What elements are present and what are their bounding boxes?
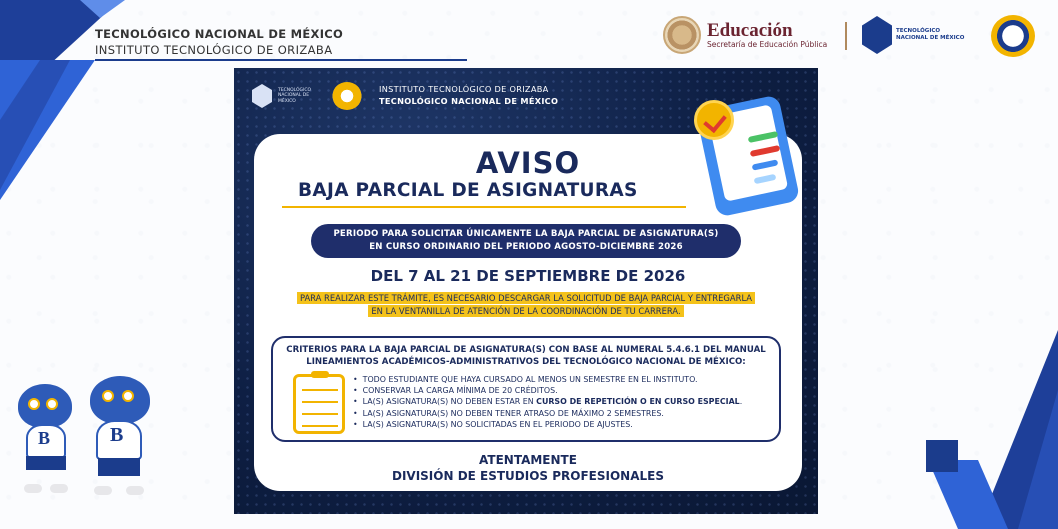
instruction-line-2: EN LA VENTANILLA DE ATENCIÓN DE LA COORDINACIÓN DE TU CARRERA.	[368, 305, 683, 317]
criteria-title-line-2: LINEAMIENTOS ACADÉMICOS-ADMINISTRATIVOS DEL TECNOLÓGICO NACIONAL DE MÉXICO:	[306, 357, 746, 367]
logo-divider	[845, 22, 847, 50]
sep-seal-icon	[663, 16, 701, 54]
poster-institution-line-1: INSTITUTO TECNOLÓGICO DE ORIZABA	[379, 84, 549, 94]
criteria-title-line-1: CRITERIOS PARA LA BAJA PARCIAL DE ASIGNATURA(S) CON BASE AL NUMERAL 5.4.6.1 DEL MANUAL	[286, 345, 766, 355]
criteria-item-text: LA(S) ASIGNATURA(S) NO DEBEN ESTAR EN	[362, 397, 537, 407]
tecnm-logo	[862, 16, 964, 54]
period-banner	[311, 224, 741, 258]
criteria-item: • LA(S) ASIGNATURA(S) NO SOLICITADAS EN EL PERIODO DE AJUSTES.	[353, 419, 742, 430]
tecnm-logo-icon	[252, 84, 272, 108]
tecnm-logo-text-line-1: TECNOLÓGICO	[896, 28, 941, 35]
poster-institution	[379, 84, 558, 106]
criteria-item-end: .	[739, 397, 743, 407]
criteria-item: • TODO ESTUDIANTE QUE HAYA CURSADO AL MENOS UN SEMESTRE EN EL INSTITUTO.	[353, 374, 742, 385]
subtitle-underline	[282, 206, 686, 208]
header-line-2: INSTITUTO TECNOLÓGICO DE ORIZABA	[95, 43, 333, 57]
period-line-1: PERIODO PARA SOLICITAR ÚNICAMENTE LA BAJA PARCIAL DE ASIGNATURA(S)	[333, 229, 719, 239]
tecnm-logo-text-line-2: NACIONAL DE MÉXICO	[896, 35, 965, 41]
notice-title: AVISO	[475, 146, 581, 180]
notice-poster	[234, 68, 818, 514]
mascot-letter: B	[110, 424, 124, 446]
dates: DEL 7 AL 21 DE SEPTIEMBRE DE 2026	[370, 267, 686, 285]
poster-logo-text: TECNOLÓGICO NACIONAL DE MÉXICO	[278, 87, 312, 104]
signoff-line-1: ATENTAMENTE	[479, 453, 577, 467]
sep-title: Educación	[707, 20, 793, 41]
criteria-box	[271, 336, 781, 442]
owl-mascot-icon	[84, 374, 160, 500]
criteria-item: • CONSERVAR LA CARGA MÍNIMA DE 20 CRÉDITOS.	[353, 385, 742, 396]
criteria-item: • LA(S) ASIGNATURA(S) NO DEBEN TENER ATRASO DE MÁXIMO 2 SEMESTRES.	[353, 408, 742, 419]
tecnm-logo-icon	[862, 16, 892, 54]
poster-institution-line-2: TECNOLÓGICO NACIONAL DE MÉXICO	[379, 96, 559, 106]
criteria-title	[273, 344, 779, 368]
instruction-line-1: PARA REALIZAR ESTE TRÁMITE, ES NECESARIO DESCARGAR LA SOLICITUD DE BAJA PARCIAL Y ENTREGARLA	[297, 292, 755, 304]
notice-subtitle: BAJA PARCIAL DE ASIGNATURAS	[298, 180, 638, 201]
poster-logos	[252, 82, 362, 110]
owl-mascot-icon	[10, 380, 84, 498]
tecnm-logo-text	[896, 28, 964, 42]
checklist-icon	[293, 374, 345, 434]
mascot-letter: B	[38, 428, 51, 448]
ito-seal-icon	[991, 15, 1035, 57]
clipboard-checklist-icon	[686, 96, 798, 216]
sep-subtitle: Secretaría de Educación Pública	[707, 40, 828, 49]
header-line-1: TECNOLÓGICO NACIONAL DE MÉXICO	[95, 27, 344, 41]
sep-logo	[663, 16, 827, 54]
criteria-list	[353, 374, 742, 430]
signoff	[254, 452, 802, 484]
criteria-item-bold: CURSO DE REPETICIÓN O EN CURSO ESPECIAL	[536, 397, 740, 407]
right-decor-shapes	[918, 330, 1058, 529]
header-institution	[95, 27, 343, 57]
period-line-2: EN CURSO ORDINARIO DEL PERIODO AGOSTO-DICIEMBRE 2026	[369, 242, 683, 252]
signoff-line-2: DIVISIÓN DE ESTUDIOS PROFESIONALES	[391, 469, 664, 483]
header-underline	[95, 59, 467, 61]
criteria-item	[353, 396, 742, 407]
ito-seal-icon	[332, 82, 362, 110]
instruction-highlight	[276, 292, 776, 322]
